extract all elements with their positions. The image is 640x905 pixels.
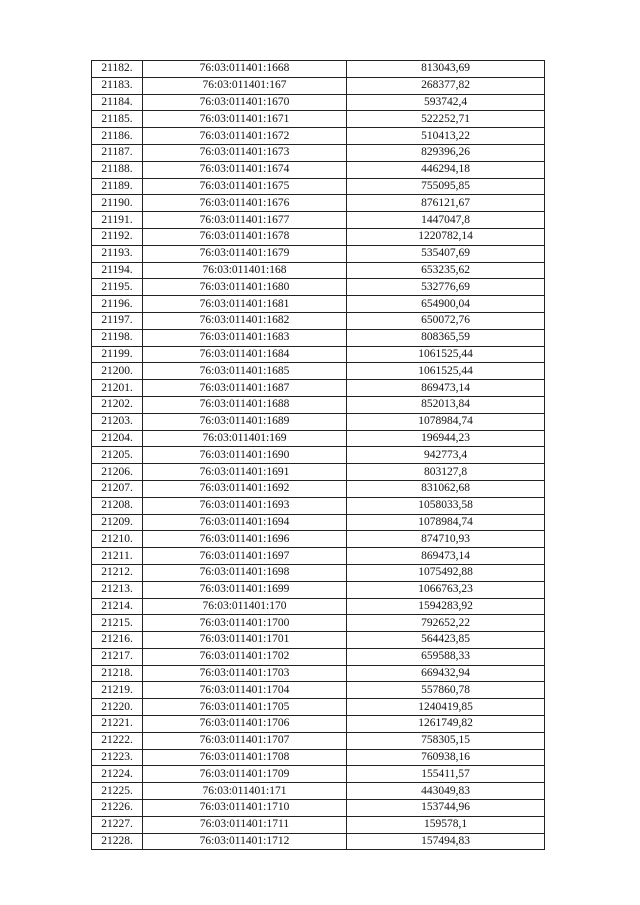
cadastral-number-cell: 76:03:011401:1707 bbox=[143, 732, 347, 749]
cadastral-number-cell: 76:03:011401:1675 bbox=[143, 178, 347, 195]
cadastral-number-cell: 76:03:011401:1680 bbox=[143, 279, 347, 296]
table-row bbox=[92, 749, 545, 766]
value-cell: 196944,23 bbox=[347, 430, 545, 447]
table-row bbox=[92, 77, 545, 94]
value-cell: 669432,94 bbox=[347, 665, 545, 682]
row-number-cell: 21210. bbox=[92, 531, 143, 548]
value-cell: 155411,57 bbox=[347, 766, 545, 783]
value-cell: 803127,8 bbox=[347, 464, 545, 481]
cadastral-number-cell: 76:03:011401:169 bbox=[143, 430, 347, 447]
cadastral-number-cell: 76:03:011401:1689 bbox=[143, 413, 347, 430]
row-number-cell: 21208. bbox=[92, 497, 143, 514]
row-number-cell: 21188. bbox=[92, 161, 143, 178]
value-cell: 1594283,92 bbox=[347, 598, 545, 615]
cadastral-number-cell: 76:03:011401:1671 bbox=[143, 111, 347, 128]
table-row bbox=[92, 195, 545, 212]
table-row bbox=[92, 766, 545, 783]
row-number-cell: 21220. bbox=[92, 699, 143, 716]
value-cell: 659588,33 bbox=[347, 648, 545, 665]
table-row bbox=[92, 800, 545, 817]
cadastral-number-cell: 76:03:011401:1706 bbox=[143, 716, 347, 733]
value-cell: 758305,15 bbox=[347, 732, 545, 749]
value-cell: 268377,82 bbox=[347, 77, 545, 94]
table-row bbox=[92, 161, 545, 178]
table-row bbox=[92, 783, 545, 800]
cadastral-number-cell: 76:03:011401:1703 bbox=[143, 665, 347, 682]
value-cell: 446294,18 bbox=[347, 161, 545, 178]
row-number-cell: 21193. bbox=[92, 245, 143, 262]
row-number-cell: 21197. bbox=[92, 312, 143, 329]
row-number-cell: 21198. bbox=[92, 329, 143, 346]
row-number-cell: 21204. bbox=[92, 430, 143, 447]
row-number-cell: 21211. bbox=[92, 548, 143, 565]
table-row bbox=[92, 598, 545, 615]
cadastral-number-cell: 76:03:011401:1704 bbox=[143, 682, 347, 699]
table-row bbox=[92, 312, 545, 329]
value-cell: 535407,69 bbox=[347, 245, 545, 262]
value-cell: 159578,1 bbox=[347, 816, 545, 833]
table-row bbox=[92, 61, 545, 78]
row-number-cell: 21183. bbox=[92, 77, 143, 94]
table-row bbox=[92, 380, 545, 397]
table-row bbox=[92, 497, 545, 514]
row-number-cell: 21190. bbox=[92, 195, 143, 212]
cadastral-number-cell: 76:03:011401:1698 bbox=[143, 564, 347, 581]
table-row bbox=[92, 816, 545, 833]
cadastral-number-cell: 76:03:011401:1699 bbox=[143, 581, 347, 598]
row-number-cell: 21206. bbox=[92, 464, 143, 481]
row-number-cell: 21224. bbox=[92, 766, 143, 783]
table-row bbox=[92, 396, 545, 413]
table-row bbox=[92, 464, 545, 481]
cadastral-number-cell: 76:03:011401:1700 bbox=[143, 615, 347, 632]
value-cell: 1058033,58 bbox=[347, 497, 545, 514]
table-row bbox=[92, 178, 545, 195]
value-cell: 874710,93 bbox=[347, 531, 545, 548]
table-row bbox=[92, 262, 545, 279]
row-number-cell: 21196. bbox=[92, 296, 143, 313]
table-row bbox=[92, 144, 545, 161]
value-cell: 831062,68 bbox=[347, 480, 545, 497]
value-cell: 532776,69 bbox=[347, 279, 545, 296]
row-number-cell: 21219. bbox=[92, 682, 143, 699]
row-number-cell: 21202. bbox=[92, 396, 143, 413]
cadastral-number-cell: 76:03:011401:1691 bbox=[143, 464, 347, 481]
table-row bbox=[92, 430, 545, 447]
value-cell: 650072,76 bbox=[347, 312, 545, 329]
table-row bbox=[92, 329, 545, 346]
value-cell: 869473,14 bbox=[347, 380, 545, 397]
table-row bbox=[92, 346, 545, 363]
row-number-cell: 21185. bbox=[92, 111, 143, 128]
table-row bbox=[92, 128, 545, 145]
cadastral-number-cell: 76:03:011401:1688 bbox=[143, 396, 347, 413]
row-number-cell: 21213. bbox=[92, 581, 143, 598]
row-number-cell: 21203. bbox=[92, 413, 143, 430]
row-number-cell: 21214. bbox=[92, 598, 143, 615]
table-row bbox=[92, 447, 545, 464]
row-number-cell: 21200. bbox=[92, 363, 143, 380]
table-row bbox=[92, 413, 545, 430]
cadastral-number-cell: 76:03:011401:1697 bbox=[143, 548, 347, 565]
value-cell: 564423,85 bbox=[347, 632, 545, 649]
table-row bbox=[92, 564, 545, 581]
row-number-cell: 21201. bbox=[92, 380, 143, 397]
cadastral-number-cell: 76:03:011401:1705 bbox=[143, 699, 347, 716]
table-row bbox=[92, 615, 545, 632]
row-number-cell: 21226. bbox=[92, 800, 143, 817]
table-row bbox=[92, 732, 545, 749]
value-cell: 522252,71 bbox=[347, 111, 545, 128]
cadastral-number-cell: 76:03:011401:1668 bbox=[143, 61, 347, 78]
value-cell: 654900,04 bbox=[347, 296, 545, 313]
row-number-cell: 21223. bbox=[92, 749, 143, 766]
table-row bbox=[92, 94, 545, 111]
table-row bbox=[92, 548, 545, 565]
value-cell: 1061525,44 bbox=[347, 363, 545, 380]
cadastral-number-cell: 76:03:011401:1687 bbox=[143, 380, 347, 397]
table-row bbox=[92, 665, 545, 682]
cadastral-number-cell: 76:03:011401:1670 bbox=[143, 94, 347, 111]
table-row bbox=[92, 363, 545, 380]
cadastral-number-cell: 76:03:011401:1684 bbox=[143, 346, 347, 363]
table-row bbox=[92, 245, 545, 262]
cadastral-number-cell: 76:03:011401:1701 bbox=[143, 632, 347, 649]
value-cell: 593742,4 bbox=[347, 94, 545, 111]
row-number-cell: 21215. bbox=[92, 615, 143, 632]
row-number-cell: 21222. bbox=[92, 732, 143, 749]
value-cell: 808365,59 bbox=[347, 329, 545, 346]
row-number-cell: 21221. bbox=[92, 716, 143, 733]
row-number-cell: 21199. bbox=[92, 346, 143, 363]
row-number-cell: 21217. bbox=[92, 648, 143, 665]
value-cell: 1061525,44 bbox=[347, 346, 545, 363]
cadastral-number-cell: 76:03:011401:1673 bbox=[143, 144, 347, 161]
cadastral-number-cell: 76:03:011401:171 bbox=[143, 783, 347, 800]
cadastral-number-cell: 76:03:011401:1710 bbox=[143, 800, 347, 817]
row-number-cell: 21195. bbox=[92, 279, 143, 296]
table-row bbox=[92, 833, 545, 850]
table-row bbox=[92, 581, 545, 598]
value-cell: 157494,83 bbox=[347, 833, 545, 850]
cadastral-number-cell: 76:03:011401:1702 bbox=[143, 648, 347, 665]
cadastral-number-cell: 76:03:011401:1694 bbox=[143, 514, 347, 531]
row-number-cell: 21192. bbox=[92, 228, 143, 245]
row-number-cell: 21228. bbox=[92, 833, 143, 850]
value-cell: 1240419,85 bbox=[347, 699, 545, 716]
row-number-cell: 21227. bbox=[92, 816, 143, 833]
row-number-cell: 21205. bbox=[92, 447, 143, 464]
row-number-cell: 21186. bbox=[92, 128, 143, 145]
value-cell: 1078984,74 bbox=[347, 413, 545, 430]
row-number-cell: 21182. bbox=[92, 61, 143, 78]
cadastral-number-cell: 76:03:011401:1711 bbox=[143, 816, 347, 833]
cadastral-number-cell: 76:03:011401:1683 bbox=[143, 329, 347, 346]
table-row bbox=[92, 212, 545, 229]
row-number-cell: 21225. bbox=[92, 783, 143, 800]
cadastral-value-table bbox=[91, 60, 545, 850]
value-cell: 1066763,23 bbox=[347, 581, 545, 598]
cadastral-number-cell: 76:03:011401:1712 bbox=[143, 833, 347, 850]
row-number-cell: 21189. bbox=[92, 178, 143, 195]
cadastral-number-cell: 76:03:011401:170 bbox=[143, 598, 347, 615]
table-row bbox=[92, 111, 545, 128]
cadastral-number-cell: 76:03:011401:1709 bbox=[143, 766, 347, 783]
cadastral-number-cell: 76:03:011401:1678 bbox=[143, 228, 347, 245]
table-row bbox=[92, 716, 545, 733]
value-cell: 1078984,74 bbox=[347, 514, 545, 531]
cadastral-number-cell: 76:03:011401:1676 bbox=[143, 195, 347, 212]
cadastral-number-cell: 76:03:011401:1696 bbox=[143, 531, 347, 548]
table-row bbox=[92, 682, 545, 699]
value-cell: 443049,83 bbox=[347, 783, 545, 800]
cadastral-number-cell: 76:03:011401:1685 bbox=[143, 363, 347, 380]
value-cell: 153744,96 bbox=[347, 800, 545, 817]
table-row bbox=[92, 699, 545, 716]
table-row bbox=[92, 514, 545, 531]
value-cell: 869473,14 bbox=[347, 548, 545, 565]
row-number-cell: 21184. bbox=[92, 94, 143, 111]
value-cell: 876121,67 bbox=[347, 195, 545, 212]
row-number-cell: 21216. bbox=[92, 632, 143, 649]
value-cell: 760938,16 bbox=[347, 749, 545, 766]
table-row bbox=[92, 228, 545, 245]
table-row bbox=[92, 632, 545, 649]
table-row bbox=[92, 480, 545, 497]
value-cell: 1075492,88 bbox=[347, 564, 545, 581]
value-cell: 755095,85 bbox=[347, 178, 545, 195]
table-row bbox=[92, 279, 545, 296]
value-cell: 1261749,82 bbox=[347, 716, 545, 733]
cadastral-number-cell: 76:03:011401:1690 bbox=[143, 447, 347, 464]
cadastral-number-cell: 76:03:011401:168 bbox=[143, 262, 347, 279]
table-row bbox=[92, 648, 545, 665]
value-cell: 1220782,14 bbox=[347, 228, 545, 245]
value-cell: 942773,4 bbox=[347, 447, 545, 464]
value-cell: 557860,78 bbox=[347, 682, 545, 699]
value-cell: 510413,22 bbox=[347, 128, 545, 145]
value-cell: 1447047,8 bbox=[347, 212, 545, 229]
value-cell: 792652,22 bbox=[347, 615, 545, 632]
cadastral-number-cell: 76:03:011401:1681 bbox=[143, 296, 347, 313]
value-cell: 813043,69 bbox=[347, 61, 545, 78]
cadastral-number-cell: 76:03:011401:1674 bbox=[143, 161, 347, 178]
row-number-cell: 21212. bbox=[92, 564, 143, 581]
value-cell: 852013,84 bbox=[347, 396, 545, 413]
value-cell: 829396,26 bbox=[347, 144, 545, 161]
cadastral-number-cell: 76:03:011401:1677 bbox=[143, 212, 347, 229]
cadastral-number-cell: 76:03:011401:1693 bbox=[143, 497, 347, 514]
row-number-cell: 21209. bbox=[92, 514, 143, 531]
cadastral-number-cell: 76:03:011401:1708 bbox=[143, 749, 347, 766]
row-number-cell: 21218. bbox=[92, 665, 143, 682]
value-cell: 653235,62 bbox=[347, 262, 545, 279]
table-row bbox=[92, 531, 545, 548]
row-number-cell: 21187. bbox=[92, 144, 143, 161]
row-number-cell: 21191. bbox=[92, 212, 143, 229]
table-body bbox=[92, 61, 545, 850]
cadastral-number-cell: 76:03:011401:1682 bbox=[143, 312, 347, 329]
cadastral-number-cell: 76:03:011401:167 bbox=[143, 77, 347, 94]
row-number-cell: 21207. bbox=[92, 480, 143, 497]
cadastral-number-cell: 76:03:011401:1679 bbox=[143, 245, 347, 262]
cadastral-number-cell: 76:03:011401:1672 bbox=[143, 128, 347, 145]
cadastral-number-cell: 76:03:011401:1692 bbox=[143, 480, 347, 497]
row-number-cell: 21194. bbox=[92, 262, 143, 279]
table-row bbox=[92, 296, 545, 313]
